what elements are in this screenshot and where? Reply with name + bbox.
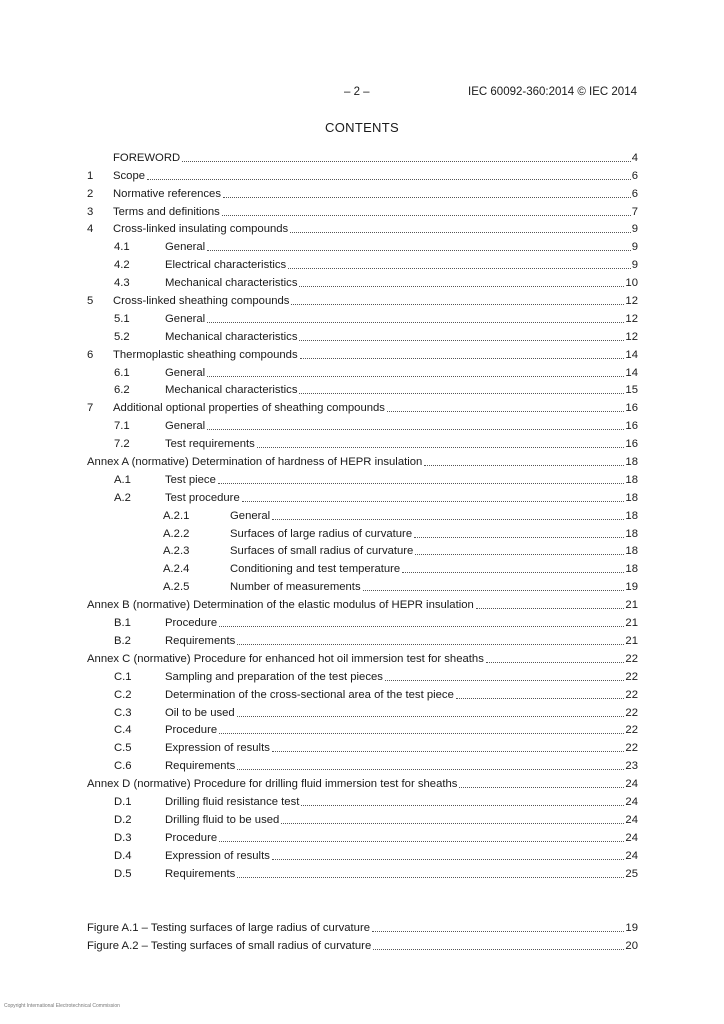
toc-entry-number: 2: [87, 187, 94, 200]
dot-leader: [242, 500, 625, 502]
dot-leader: [223, 196, 631, 198]
toc-entry[interactable]: [87, 380, 638, 398]
dot-leader: [272, 858, 625, 860]
toc-entry-title: General: [165, 241, 206, 254]
dot-leader: [476, 607, 625, 609]
toc-entry[interactable]: [87, 505, 638, 523]
toc-entry[interactable]: [87, 594, 638, 612]
toc-entry-number: 6: [87, 348, 94, 361]
toc-entry-number: A.2.5: [163, 581, 190, 594]
toc-entry[interactable]: [87, 576, 638, 594]
toc-entry-page: 19: [625, 921, 638, 934]
page-title: CONTENTS: [325, 120, 399, 135]
dot-leader: [414, 536, 624, 538]
toc-entry-page: 23: [625, 760, 638, 773]
toc-entry[interactable]: [87, 183, 638, 201]
toc-entry[interactable]: [87, 558, 638, 576]
toc-entry-number: C.2: [114, 688, 132, 701]
dot-leader: [272, 750, 625, 752]
toc-entry-number: A.2.2: [163, 527, 190, 540]
toc-entry-number: A.2: [114, 491, 131, 504]
figure-entry[interactable]: [87, 935, 638, 953]
toc-entry[interactable]: [87, 201, 638, 219]
dot-leader: [288, 267, 631, 269]
copyright-footer: Copyright International Electrotechnical Commission: [4, 1003, 120, 1009]
toc-entry-page: 22: [625, 652, 638, 665]
toc-entry-number: C.1: [114, 670, 132, 683]
toc-entry-title: Cross-linked insulating compounds: [113, 223, 289, 236]
toc-entry-page: 15: [625, 384, 638, 397]
toc-entry-title: General: [165, 312, 206, 325]
toc-entry-page: 18: [625, 563, 638, 576]
toc-entry-number: A.2.1: [163, 509, 190, 522]
toc-entry-page: 24: [625, 849, 638, 862]
toc-entry[interactable]: [87, 397, 638, 415]
figure-entry[interactable]: [87, 917, 638, 935]
toc-entry-number: D.4: [114, 849, 132, 862]
toc-entry-title: Conditioning and test temperature: [230, 563, 401, 576]
dot-leader: [147, 178, 631, 180]
toc-entry-page: 24: [625, 795, 638, 808]
toc-entry-title: General: [230, 509, 271, 522]
toc-entry[interactable]: [87, 362, 638, 380]
dot-leader: [402, 571, 624, 573]
toc-entry-number: C.6: [114, 760, 132, 773]
toc-entry[interactable]: [87, 487, 638, 505]
dot-leader: [300, 357, 625, 359]
dot-leader: [218, 482, 625, 484]
toc-entry[interactable]: [87, 344, 638, 362]
toc-entry-title: Cross-linked sheathing compounds: [113, 295, 290, 308]
toc-entry-title: Annex A (normative) Determination of hardness of HEPR insulation: [87, 456, 423, 469]
toc-entry-page: 18: [625, 545, 638, 558]
toc-entry-title: Drilling fluid resistance test: [165, 795, 300, 808]
toc-entry-title: Test procedure: [165, 491, 240, 504]
toc-entry-page: 18: [625, 527, 638, 540]
dot-leader: [415, 553, 624, 555]
toc-entry-title: Test piece: [165, 473, 216, 486]
toc-entry-page: 9: [631, 241, 638, 254]
toc-entry-title: Terms and definitions: [113, 205, 220, 218]
toc-entry-page: 24: [625, 831, 638, 844]
page-number: – 2 –: [344, 86, 370, 98]
dot-leader: [424, 464, 624, 466]
toc-entry-number: 4.1: [114, 241, 130, 254]
toc-entry-title: Annex C (normative) Procedure for enhanced hot oil immersion test for sheaths: [87, 652, 484, 665]
dot-leader: [387, 410, 624, 412]
page-header: [0, 86, 724, 102]
dot-leader: [207, 321, 624, 323]
toc-entry-number: D.2: [114, 813, 132, 826]
dot-leader: [219, 840, 624, 842]
toc-entry-page: 22: [625, 724, 638, 737]
toc-entry[interactable]: [87, 147, 638, 165]
toc-entry-page: 25: [625, 867, 638, 880]
dot-leader: [182, 160, 631, 162]
toc-entry[interactable]: [87, 702, 638, 720]
toc-entry-title: Annex B (normative) Determination of the elastic modulus of HEPR insulation: [87, 599, 474, 612]
toc-entry-title: Procedure: [165, 724, 218, 737]
toc-entry-number: 7.1: [114, 420, 130, 433]
toc-entry-number: D.1: [114, 795, 132, 808]
toc-entry-title: Determination of the cross-sectional area of the test piece: [165, 688, 454, 701]
toc-entry[interactable]: [87, 684, 638, 702]
toc-entry[interactable]: [87, 737, 638, 755]
toc-entry-title: Procedure: [165, 617, 218, 630]
dot-leader: [272, 518, 624, 520]
toc-entry-title: Additional optional properties of sheathing compounds: [113, 402, 385, 415]
toc-entry-number: 4: [87, 223, 94, 236]
toc-entry[interactable]: [87, 165, 638, 183]
dot-leader: [459, 786, 624, 788]
toc-entry[interactable]: [87, 720, 638, 738]
list-of-figures: [87, 917, 638, 953]
toc-entry[interactable]: [87, 541, 638, 559]
dot-leader: [291, 303, 624, 305]
toc-entry-page: 21: [625, 617, 638, 630]
toc-entry-number: D.3: [114, 831, 132, 844]
toc-entry[interactable]: [87, 755, 638, 773]
dot-leader: [281, 822, 624, 824]
toc-entry-page: 12: [625, 295, 638, 308]
toc-entry-number: D.5: [114, 867, 132, 880]
toc-entry-page: 12: [625, 330, 638, 343]
dot-leader: [207, 428, 624, 430]
dot-leader: [257, 446, 625, 448]
toc-entry-number: B.2: [114, 634, 131, 647]
dot-leader: [299, 339, 624, 341]
toc-entry-page: 12: [625, 312, 638, 325]
dot-leader: [385, 679, 625, 681]
toc-entry[interactable]: [87, 451, 638, 469]
toc-entry[interactable]: [87, 827, 638, 845]
toc-entry-page: 20: [625, 939, 638, 952]
dot-leader: [301, 804, 624, 806]
toc-entry-title: Surfaces of small radius of curvature: [230, 545, 414, 558]
toc-entry-number: 5.1: [114, 312, 130, 325]
toc-entry-title: Oil to be used: [165, 706, 235, 719]
toc-entry[interactable]: [87, 630, 638, 648]
toc-entry-number: A.2.3: [163, 545, 190, 558]
toc-entry[interactable]: [87, 863, 638, 881]
toc-entry-title: Surfaces of large radius of curvature: [230, 527, 413, 540]
toc-entry[interactable]: [87, 254, 638, 272]
toc-entry-number: A.1: [114, 473, 131, 486]
dot-leader: [363, 589, 625, 591]
toc-entry-title: Scope: [113, 169, 146, 182]
toc-entry[interactable]: [87, 290, 638, 308]
toc-entry-page: 16: [625, 402, 638, 415]
toc-entry-title: Sampling and preparation of the test pieces: [165, 670, 383, 683]
dot-leader: [372, 930, 624, 932]
toc-entry-page: 22: [625, 706, 638, 719]
toc-entry-page: 18: [625, 473, 638, 486]
toc-entry-title: Thermoplastic sheathing compounds: [113, 348, 298, 361]
toc-entry-number: 4.3: [114, 277, 130, 290]
toc-entry-title: Test requirements: [165, 438, 255, 451]
toc-entry-title: Expression of results: [165, 849, 270, 862]
toc-entry-page: 16: [625, 438, 638, 451]
toc-entry-number: 5: [87, 295, 94, 308]
toc-entry-page: 9: [631, 259, 638, 272]
toc-entry-title: Number of measurements: [230, 581, 361, 594]
toc-entry[interactable]: [87, 236, 638, 254]
toc-entry-number: 4.2: [114, 259, 130, 272]
toc-entry[interactable]: [87, 415, 638, 433]
toc-entry-title: Requirements: [165, 867, 236, 880]
toc-entry-title: Requirements: [165, 760, 236, 773]
toc-entry-page: 10: [625, 277, 638, 290]
toc-entry-number: 5.2: [114, 330, 130, 343]
toc-entry[interactable]: [87, 773, 638, 791]
toc-entry-title: Procedure: [165, 831, 218, 844]
toc-entry-title: Figure A.1 – Testing surfaces of large radius of curvature: [87, 921, 370, 934]
toc-entry[interactable]: [87, 326, 638, 344]
dot-leader: [237, 876, 624, 878]
toc-entry-page: 14: [625, 366, 638, 379]
toc-entry-title: Annex D (normative) Procedure for drilling fluid immersion test for sheaths: [87, 778, 458, 791]
toc-entry-page: 18: [625, 491, 638, 504]
toc-entry-title: General: [165, 420, 206, 433]
toc-entry-page: 22: [625, 688, 638, 701]
toc-entry-page: 16: [625, 420, 638, 433]
toc-entry[interactable]: [87, 523, 638, 541]
dot-leader: [237, 715, 625, 717]
toc-entry-page: 21: [625, 634, 638, 647]
toc-entry[interactable]: [87, 272, 638, 290]
dot-leader: [207, 375, 624, 377]
dot-leader: [219, 732, 624, 734]
toc-entry-page: 24: [625, 778, 638, 791]
toc-entry-number: 1: [87, 169, 94, 182]
toc-entry[interactable]: [87, 648, 638, 666]
dot-leader: [237, 643, 624, 645]
toc-entry[interactable]: [87, 469, 638, 487]
dot-leader: [456, 697, 625, 699]
toc-entry-page: 6: [631, 169, 638, 182]
toc-entry-page: 7: [631, 205, 638, 218]
standard-reference: IEC 60092-360:2014 © IEC 2014: [468, 86, 637, 98]
toc-entry[interactable]: [87, 791, 638, 809]
dot-leader: [373, 948, 624, 950]
toc-entry-page: 6: [631, 187, 638, 200]
dot-leader: [219, 625, 624, 627]
toc-entry-page: 18: [625, 509, 638, 522]
toc-entry-page: 22: [625, 742, 638, 755]
dot-leader: [486, 661, 625, 663]
toc-entry-number: 7: [87, 402, 94, 415]
toc-entry-page: 19: [625, 581, 638, 594]
toc-entry-number: B.1: [114, 617, 131, 630]
toc-entry-number: C.4: [114, 724, 132, 737]
toc-entry-title: Requirements: [165, 634, 236, 647]
toc-entry[interactable]: [87, 433, 638, 451]
toc-entry-page: 4: [631, 151, 638, 164]
toc-entry-number: C.3: [114, 706, 132, 719]
toc-entry-title: Mechanical characteristics: [165, 330, 298, 343]
toc-entry-title: FOREWORD: [113, 151, 181, 164]
toc-entry[interactable]: [87, 308, 638, 326]
dot-leader: [290, 231, 631, 233]
toc-entry-page: 18: [625, 456, 638, 469]
toc-entry[interactable]: [87, 666, 638, 684]
toc-entry[interactable]: [87, 612, 638, 630]
dot-leader: [299, 285, 624, 287]
toc-entry-number: C.5: [114, 742, 132, 755]
toc-entry[interactable]: [87, 845, 638, 863]
toc-entry-page: 14: [625, 348, 638, 361]
toc-entry-title: General: [165, 366, 206, 379]
toc-entry[interactable]: [87, 809, 638, 827]
toc-entry-title: Mechanical characteristics: [165, 384, 298, 397]
toc-entry-number: 6.1: [114, 366, 130, 379]
dot-leader: [222, 214, 631, 216]
toc-entry-page: 22: [625, 670, 638, 683]
toc-entry-number: A.2.4: [163, 563, 190, 576]
toc-entry[interactable]: [87, 219, 638, 237]
dot-leader: [237, 768, 624, 770]
toc-entry-number: 7.2: [114, 438, 130, 451]
dot-leader: [299, 392, 624, 394]
toc-entry-number: 3: [87, 205, 94, 218]
toc-entry-title: Figure A.2 – Testing surfaces of small radius of curvature: [87, 939, 372, 952]
toc-entry-number: 6.2: [114, 384, 130, 397]
toc-entry-title: Expression of results: [165, 742, 270, 755]
dot-leader: [207, 249, 631, 251]
toc-entry-page: 9: [631, 223, 638, 236]
toc-entry-title: Drilling fluid to be used: [165, 813, 280, 826]
toc-entry-title: Normative references: [113, 187, 221, 200]
toc-entry-title: Mechanical characteristics: [165, 277, 298, 290]
table-of-contents: [87, 147, 638, 881]
toc-entry-page: 24: [625, 813, 638, 826]
toc-entry-title: Electrical characteristics: [165, 259, 287, 272]
toc-entry-page: 21: [625, 599, 638, 612]
